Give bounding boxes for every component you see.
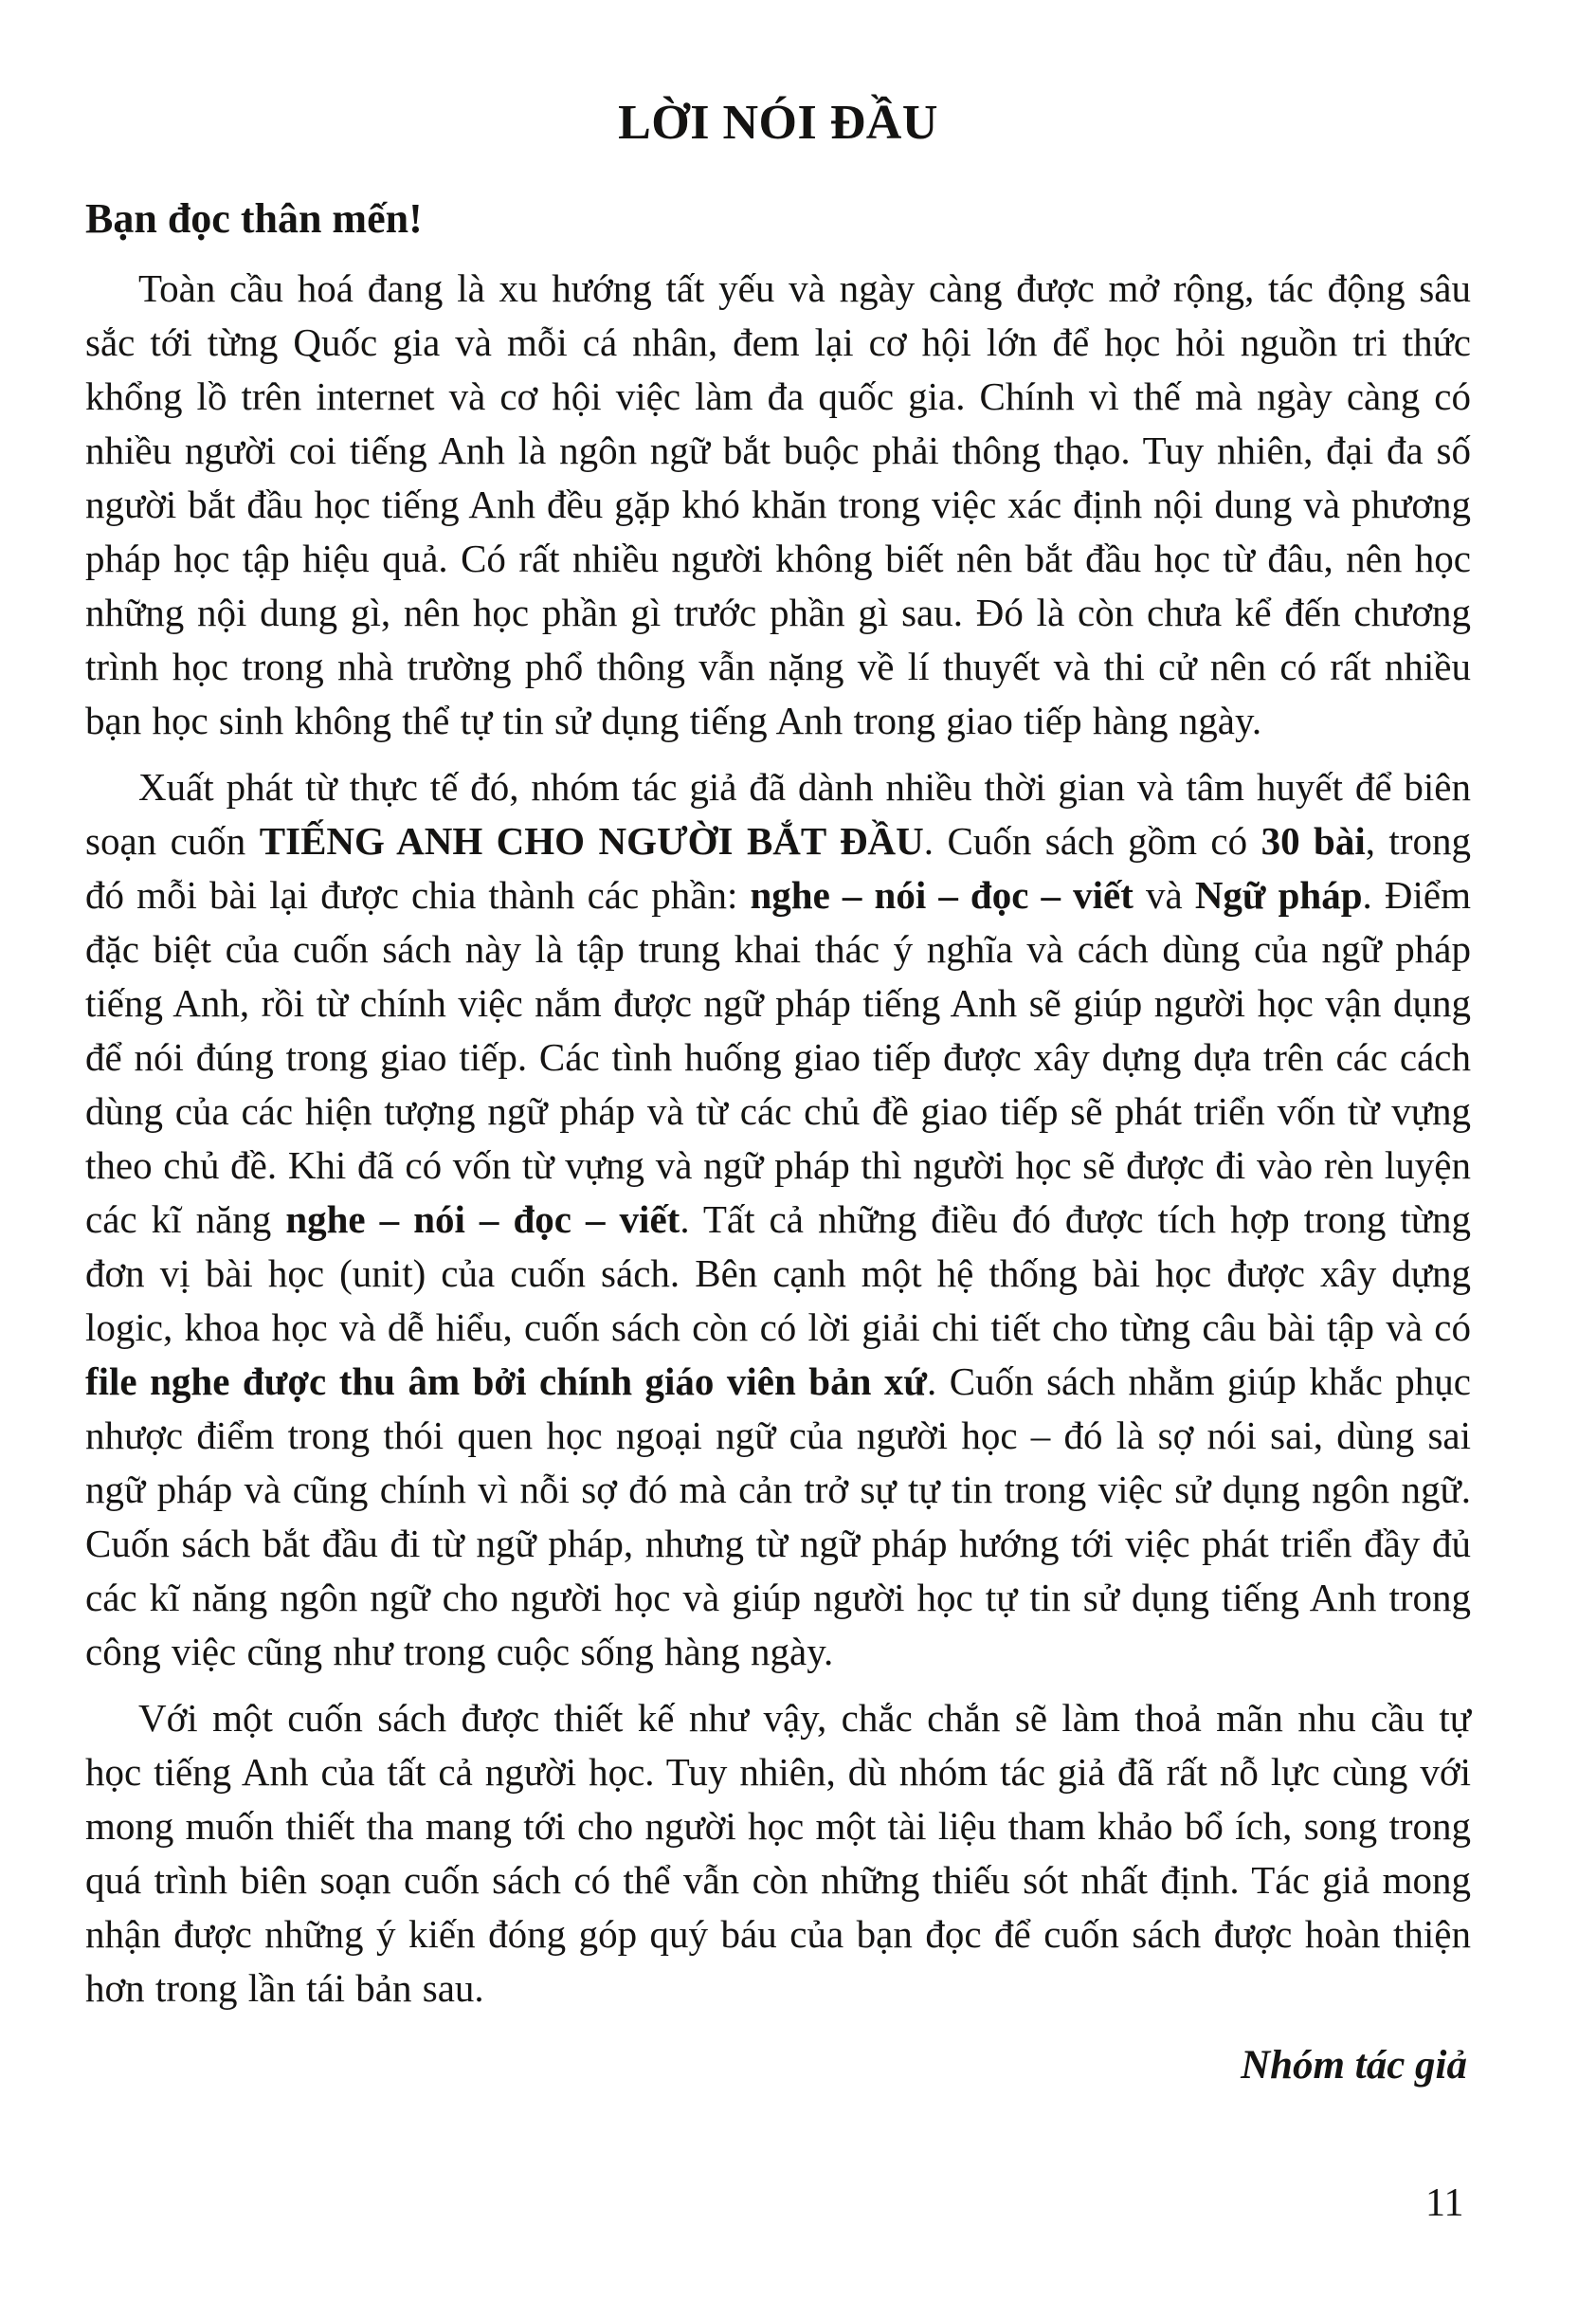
body-paragraph-3: Với một cuốn sách được thiết kế như vậy, chắc chắn sẽ làm thoả mãn nhu cầu tự học tiếng Anh của tất cả người học. Tuy nhiên, dù nhóm tác giả đã rất nỗ lực cùng với mong muốn thiết tha mang tới cho người học một tài liệu tham khảo bổ ích, song trong quá trình biên soạn cuốn sách có thể vẫn còn những thiếu sót nhất định. Tác giả mong nhận được những ý kiến đóng góp quý báu của bạn đọc để cuốn sách được hoàn thiện hơn trong lần tái bản sau. — [85, 1696, 1471, 2010]
book-page — [85, 95, 1471, 2088]
page-title: LỜI NÓI ĐẦU — [618, 96, 938, 150]
body-paragraph-2: Xuất phát từ thực tế đó, nhóm tác giả đã dành nhiều thời gian và tâm huyết để biên soạn cuốn TIẾNG ANH CHO NGƯỜI BẮT ĐẦU. Cuốn sách gồm có 30 bài, trong đó mỗi bài lại được chia thành các phần: nghe – nói – đọc – viết và Ngữ pháp. Điểm đặc biệt của cuốn sách này là tập trung khai thác ý nghĩa và cách dùng của ngữ pháp tiếng Anh, rồi từ chính việc nắm được ngữ pháp tiếng Anh sẽ giúp người học vận dụng để nói đúng trong giao tiếp. Các tình huống giao tiếp được xây dựng dựa trên các cách dùng của các hiện tượng ngữ pháp và từ các chủ đề giao tiếp sẽ phát triển vốn từ vựng theo chủ đề. Khi đã có vốn từ vựng và ngữ pháp thì người học sẽ được đi vào rèn luyện các kĩ năng nghe – nói – đọc – viết. Tất cả những điều đó được tích hợp trong từng đơn vị bài học (unit) của cuốn sách. Bên cạnh một hệ thống bài học được xây dựng logic, khoa học và dễ hiểu, cuốn sách còn có lời giải chi tiết cho từng câu bài tập và có file nghe được thu âm bởi chính giáo viên bản xứ. Cuốn sách nhằm giúp khắc phục nhược điểm trong thói quen học ngoại ngữ của người học – đó là sợ nói sai, dùng sai ngữ pháp và cũng chính vì nỗi sợ đó mà cản trở sự tự tin trong việc sử dụng ngôn ngữ. Cuốn sách bắt đầu đi từ ngữ pháp, nhưng từ ngữ pháp hướng tới việc phát triển đầy đủ các kĩ năng ngôn ngữ cho người học và giúp người học tự tin sử dụng tiếng Anh trong công việc cũng như trong cuộc sống hàng ngày. — [85, 765, 1471, 1673]
page-number: 11 — [1425, 2181, 1464, 2225]
body-paragraph-1: Toàn cầu hoá đang là xu hướng tất yếu và ngày càng được mở rộng, tác động sâu sắc tới từng Quốc gia và mỗi cá nhân, đem lại cơ hội lớn để học hỏi nguồn tri thức khổng lồ trên internet và cơ hội việc làm đa quốc gia. Chính vì thế mà ngày càng có nhiều người coi tiếng Anh là ngôn ngữ bắt buộc phải thông thạo. Tuy nhiên, đại đa số người bắt đầu học tiếng Anh đều gặp khó khăn trong việc xác định nội dung và phương pháp học tập hiệu quả. Có rất nhiều người không biết nên bắt đầu học từ đâu, nên học những nội dung gì, nên học phần gì trước phần gì sau. Đó là còn chưa kể đến chương trình học trong nhà trường phổ thông vẫn nặng về lí thuyết và thi cử nên có rất nhiều bạn học sinh không thể tự tin sử dụng tiếng Anh trong giao tiếp hàng ngày. — [85, 266, 1471, 742]
salutation: Bạn đọc thân mến! — [85, 195, 423, 242]
author-signature: Nhóm tác giả — [1241, 2043, 1467, 2088]
